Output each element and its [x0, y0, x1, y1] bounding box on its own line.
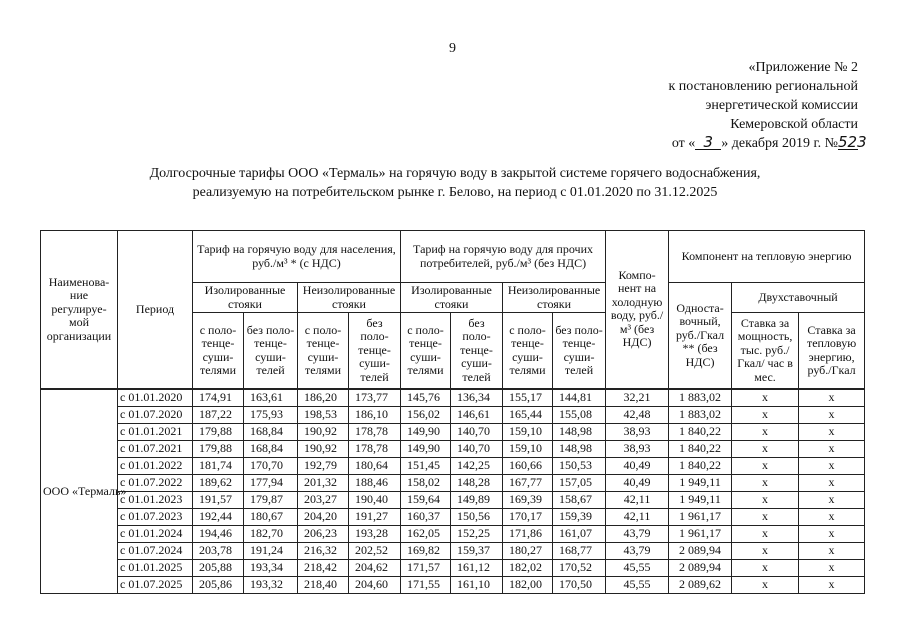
- value-cell: 205,86: [193, 576, 244, 593]
- value-cell: х: [732, 576, 799, 593]
- value-cell: х: [732, 474, 799, 491]
- value-cell: 177,94: [244, 474, 298, 491]
- table-row: [41, 559, 865, 576]
- header-pop-iso-without: без поло- тенце- суши- телей: [244, 313, 298, 389]
- appendix-line-2: к постановлению региональной: [668, 79, 858, 94]
- value-cell: 163,61: [244, 389, 298, 407]
- header-other-noniso-with: с поло- тенце- суши- телями: [503, 313, 553, 389]
- value-cell: 189,62: [193, 474, 244, 491]
- value-cell: 45,55: [606, 576, 669, 593]
- value-cell: 155,08: [553, 406, 606, 423]
- value-cell: 2 089,94: [669, 542, 732, 559]
- value-cell: х: [732, 491, 799, 508]
- value-cell: х: [799, 576, 865, 593]
- value-cell: х: [732, 457, 799, 474]
- table-row: [41, 389, 865, 407]
- value-cell: х: [732, 542, 799, 559]
- organization-cell: ООО «Термаль»: [41, 389, 118, 594]
- value-cell: 204,60: [349, 576, 401, 593]
- table-row: [41, 542, 865, 559]
- value-cell: 1 949,11: [669, 474, 732, 491]
- value-cell: 165,44: [503, 406, 553, 423]
- header-pop-noniso-without: без поло- тенце- суши- телей: [349, 313, 401, 389]
- value-cell: 150,56: [451, 508, 503, 525]
- value-cell: 42,11: [606, 491, 669, 508]
- value-cell: 201,32: [298, 474, 349, 491]
- header-period: Период: [118, 231, 193, 389]
- header-capacity-rate: Ставка за мощность, тыс. руб./ Гкал/ час в мес.: [732, 313, 799, 389]
- value-cell: 180,67: [244, 508, 298, 525]
- value-cell: 149,90: [401, 423, 451, 440]
- value-cell: 1 883,02: [669, 389, 732, 407]
- value-cell: 156,02: [401, 406, 451, 423]
- value-cell: 190,40: [349, 491, 401, 508]
- value-cell: 42,48: [606, 406, 669, 423]
- header-pop-isolated: Изолированные стояки: [193, 283, 298, 313]
- value-cell: 191,24: [244, 542, 298, 559]
- value-cell: 186,20: [298, 389, 349, 407]
- value-cell: 1 961,17: [669, 525, 732, 542]
- header-pop-iso-with: с поло- тенце- суши- телями: [193, 313, 244, 389]
- value-cell: 191,27: [349, 508, 401, 525]
- value-cell: 40,49: [606, 474, 669, 491]
- value-cell: 203,78: [193, 542, 244, 559]
- period-cell: с 01.07.2024: [118, 542, 193, 559]
- value-cell: 192,44: [193, 508, 244, 525]
- value-cell: 204,20: [298, 508, 349, 525]
- value-cell: 158,67: [553, 491, 606, 508]
- value-cell: 159,10: [503, 423, 553, 440]
- value-cell: х: [732, 508, 799, 525]
- table-row: [41, 491, 865, 508]
- value-cell: х: [799, 491, 865, 508]
- value-cell: 182,00: [503, 576, 553, 593]
- value-cell: 188,46: [349, 474, 401, 491]
- value-cell: 158,02: [401, 474, 451, 491]
- value-cell: 182,02: [503, 559, 553, 576]
- value-cell: 202,52: [349, 542, 401, 559]
- value-cell: 38,93: [606, 440, 669, 457]
- value-cell: 170,52: [553, 559, 606, 576]
- value-cell: 218,42: [298, 559, 349, 576]
- table-row: [41, 440, 865, 457]
- appendix-line-3: энергетической комиссии: [705, 98, 858, 113]
- value-cell: 193,32: [244, 576, 298, 593]
- title-line-1: Долгосрочные тарифы ООО «Термаль» на горячую воду в закрытой системе горячего водоснабжения,: [149, 166, 761, 181]
- value-cell: 160,37: [401, 508, 451, 525]
- value-cell: х: [799, 389, 865, 407]
- period-cell: с 01.07.2022: [118, 474, 193, 491]
- value-cell: 204,62: [349, 559, 401, 576]
- date-middle: » декабря 2019 г. №: [721, 136, 838, 151]
- value-cell: 206,23: [298, 525, 349, 542]
- value-cell: 43,79: [606, 542, 669, 559]
- value-cell: 1 840,22: [669, 440, 732, 457]
- value-cell: 180,64: [349, 457, 401, 474]
- value-cell: 178,78: [349, 440, 401, 457]
- period-cell: с 01.01.2025: [118, 559, 193, 576]
- value-cell: 148,98: [553, 423, 606, 440]
- value-cell: 173,77: [349, 389, 401, 407]
- tariff-table: [40, 230, 865, 594]
- value-cell: 203,27: [298, 491, 349, 508]
- header-organization: Наименова- ние регулируе- мой организации: [41, 231, 118, 389]
- value-cell: 162,05: [401, 525, 451, 542]
- page-number: 9: [449, 41, 456, 56]
- value-cell: 136,34: [451, 389, 503, 407]
- value-cell: 179,88: [193, 440, 244, 457]
- value-cell: 168,84: [244, 423, 298, 440]
- value-cell: х: [799, 474, 865, 491]
- value-cell: 149,89: [451, 491, 503, 508]
- period-cell: с 01.01.2020: [118, 389, 193, 407]
- period-cell: с 01.01.2023: [118, 491, 193, 508]
- value-cell: 168,77: [553, 542, 606, 559]
- value-cell: 179,88: [193, 423, 244, 440]
- value-cell: 171,86: [503, 525, 553, 542]
- period-cell: с 01.01.2024: [118, 525, 193, 542]
- period-cell: с 01.07.2021: [118, 440, 193, 457]
- value-cell: 174,91: [193, 389, 244, 407]
- period-cell: с 01.01.2022: [118, 457, 193, 474]
- value-cell: 161,12: [451, 559, 503, 576]
- value-cell: 1 883,02: [669, 406, 732, 423]
- header-other-iso-with: с поло- тенце- суши- телями: [401, 313, 451, 389]
- appendix-block: [560, 58, 867, 153]
- value-cell: 186,10: [349, 406, 401, 423]
- value-cell: 157,05: [553, 474, 606, 491]
- value-cell: 144,81: [553, 389, 606, 407]
- value-cell: х: [732, 525, 799, 542]
- value-cell: 193,28: [349, 525, 401, 542]
- value-cell: х: [799, 508, 865, 525]
- value-cell: 205,88: [193, 559, 244, 576]
- header-pop-nonisolated: Неизолированные стояки: [298, 283, 401, 313]
- value-cell: 1 961,17: [669, 508, 732, 525]
- table-row: [41, 406, 865, 423]
- value-cell: х: [799, 440, 865, 457]
- value-cell: 148,28: [451, 474, 503, 491]
- table-row: [41, 457, 865, 474]
- value-cell: 178,78: [349, 423, 401, 440]
- value-cell: 45,55: [606, 559, 669, 576]
- decree-number-handwritten: 523: [838, 133, 867, 151]
- value-cell: х: [799, 525, 865, 542]
- value-cell: 38,93: [606, 423, 669, 440]
- value-cell: 170,70: [244, 457, 298, 474]
- header-population-tariff: Тариф на горячую воду для населения, руб./м³ * (с НДС): [193, 231, 401, 283]
- header-energy-rate: Ставка за тепловую энергию, руб./Гкал: [799, 313, 865, 389]
- table-row: [41, 474, 865, 491]
- value-cell: х: [799, 542, 865, 559]
- date-day-handwritten: 3: [695, 135, 721, 150]
- value-cell: 191,57: [193, 491, 244, 508]
- header-other-nonisolated: Неизолированные стояки: [503, 283, 606, 313]
- value-cell: 2 089,94: [669, 559, 732, 576]
- value-cell: х: [799, 457, 865, 474]
- value-cell: 151,45: [401, 457, 451, 474]
- value-cell: х: [799, 423, 865, 440]
- table-row: [41, 508, 865, 525]
- value-cell: 193,34: [244, 559, 298, 576]
- value-cell: 145,76: [401, 389, 451, 407]
- value-cell: 159,37: [451, 542, 503, 559]
- value-cell: 194,46: [193, 525, 244, 542]
- table-row: [41, 423, 865, 440]
- header-cold-water-component: Компо- нент на холодную воду, руб./м³ (без НДС): [606, 231, 669, 389]
- value-cell: 190,92: [298, 423, 349, 440]
- value-cell: 170,50: [553, 576, 606, 593]
- header-pop-noniso-with: с поло- тенце- суши- телями: [298, 313, 349, 389]
- value-cell: 1 840,22: [669, 457, 732, 474]
- value-cell: 140,70: [451, 440, 503, 457]
- table-row: [41, 525, 865, 542]
- appendix-line-1: «Приложение № 2: [748, 60, 858, 75]
- value-cell: 159,10: [503, 440, 553, 457]
- value-cell: х: [732, 423, 799, 440]
- value-cell: 169,82: [401, 542, 451, 559]
- value-cell: 148,98: [553, 440, 606, 457]
- value-cell: 170,17: [503, 508, 553, 525]
- header-two-part-rate: Двухставочный: [732, 283, 865, 313]
- value-cell: 150,53: [553, 457, 606, 474]
- value-cell: 181,74: [193, 457, 244, 474]
- value-cell: 43,79: [606, 525, 669, 542]
- value-cell: 161,07: [553, 525, 606, 542]
- value-cell: 179,87: [244, 491, 298, 508]
- value-cell: х: [732, 559, 799, 576]
- table-row: [41, 576, 865, 593]
- value-cell: 161,10: [451, 576, 503, 593]
- value-cell: 218,40: [298, 576, 349, 593]
- period-cell: с 01.07.2025: [118, 576, 193, 593]
- header-other-consumers-tariff: Тариф на горячую воду для прочих потребителей, руб./м³ (без НДС): [401, 231, 606, 283]
- date-prefix: от «: [671, 136, 696, 151]
- value-cell: 159,39: [553, 508, 606, 525]
- value-cell: 1 949,11: [669, 491, 732, 508]
- header-heat-component: Компонент на тепловую энергию: [669, 231, 865, 283]
- value-cell: 155,17: [503, 389, 553, 407]
- value-cell: 180,27: [503, 542, 553, 559]
- value-cell: 187,22: [193, 406, 244, 423]
- value-cell: 198,53: [298, 406, 349, 423]
- value-cell: 182,70: [244, 525, 298, 542]
- period-cell: с 01.01.2021: [118, 423, 193, 440]
- value-cell: 169,39: [503, 491, 553, 508]
- header-one-part-rate: Односта- вочный, руб./Гкал ** (без НДС): [669, 283, 732, 389]
- value-cell: 171,55: [401, 576, 451, 593]
- header-other-iso-without: без поло- тенце- суши- телей: [451, 313, 503, 389]
- value-cell: 1 840,22: [669, 423, 732, 440]
- value-cell: х: [732, 389, 799, 407]
- value-cell: 140,70: [451, 423, 503, 440]
- header-other-noniso-without: без поло- тенце- суши- телей: [553, 313, 606, 389]
- appendix-line-4: Кемеровской области: [730, 117, 858, 132]
- appendix-date-line: [560, 133, 867, 153]
- value-cell: х: [799, 406, 865, 423]
- value-cell: 40,49: [606, 457, 669, 474]
- value-cell: 2 089,62: [669, 576, 732, 593]
- header-other-isolated: Изолированные стояки: [401, 283, 503, 313]
- value-cell: 159,64: [401, 491, 451, 508]
- value-cell: х: [732, 406, 799, 423]
- value-cell: 32,21: [606, 389, 669, 407]
- value-cell: 149,90: [401, 440, 451, 457]
- value-cell: х: [732, 440, 799, 457]
- value-cell: 192,79: [298, 457, 349, 474]
- value-cell: 160,66: [503, 457, 553, 474]
- value-cell: 42,11: [606, 508, 669, 525]
- value-cell: 142,25: [451, 457, 503, 474]
- value-cell: 175,93: [244, 406, 298, 423]
- period-cell: с 01.07.2020: [118, 406, 193, 423]
- title-line-2: реализуемую на потребительском рынке г. Белово, на период с 01.01.2020 по 31.12.2025: [192, 185, 718, 200]
- value-cell: 152,25: [451, 525, 503, 542]
- value-cell: 190,92: [298, 440, 349, 457]
- value-cell: х: [799, 559, 865, 576]
- value-cell: 146,61: [451, 406, 503, 423]
- value-cell: 171,57: [401, 559, 451, 576]
- period-cell: с 01.07.2023: [118, 508, 193, 525]
- tariff-table-body: [41, 389, 865, 594]
- value-cell: 168,84: [244, 440, 298, 457]
- value-cell: 216,32: [298, 542, 349, 559]
- value-cell: 167,77: [503, 474, 553, 491]
- document-title: [60, 164, 850, 202]
